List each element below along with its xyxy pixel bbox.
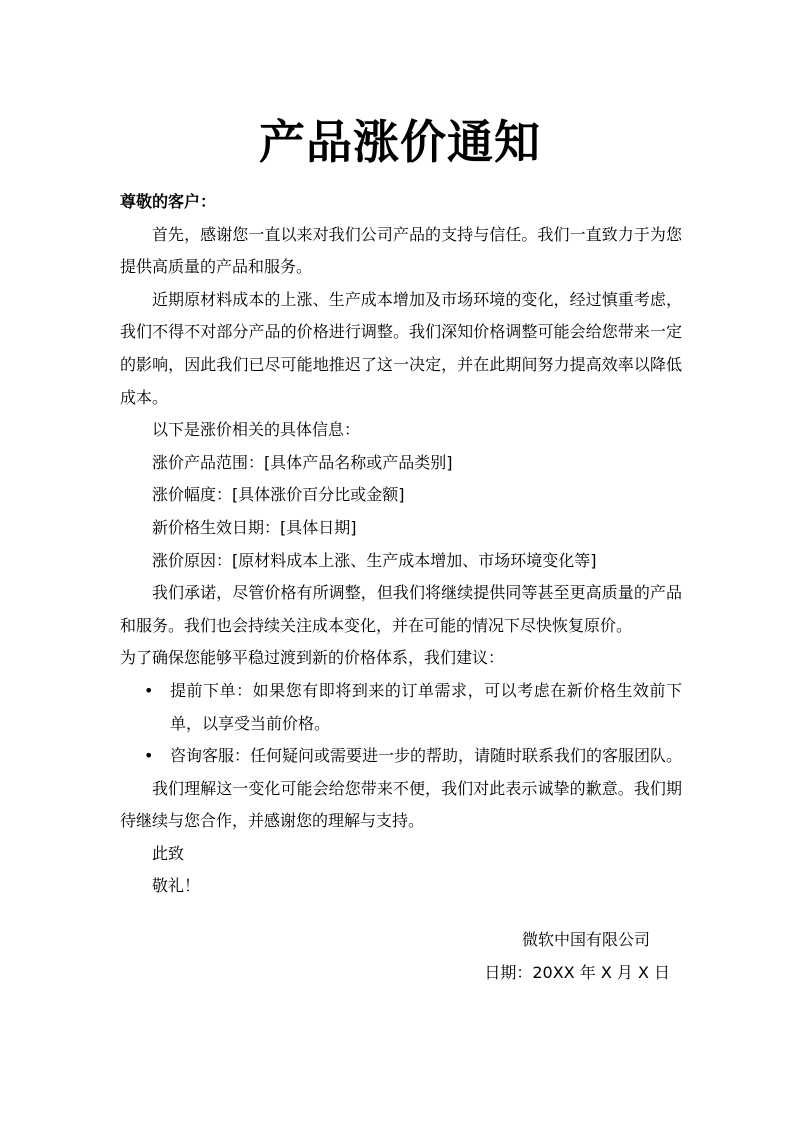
document-title: 产品涨价通知 bbox=[259, 115, 541, 169]
paragraph-info-intro: 以下是涨价相关的具体信息： bbox=[152, 420, 361, 440]
info-effective-date: 新价格生效日期：[具体日期] bbox=[152, 517, 357, 537]
info-range: 涨价幅度：[具体涨价百分比或金额] bbox=[152, 485, 405, 505]
paragraph-reason: 近期原材料成本的上涨、生产成本增加及市场环境的变化，经过慎重考虑，我们不得不对部分产品的价格进行调整。我们深知价格调整可能会给您带来一定的影响，因此我们已尽可能地推迟了这一决定，并在此期间努力提高效率以降低成本。 bbox=[120, 289, 682, 407]
suggestion-text: 提前下单：如果您有即将到来的订单需求，可以考虑在新价格生效前下单，以享受当前价格。 bbox=[170, 680, 682, 733]
paragraph-apology: 我们理解这一变化可能会给您带来不便，我们对此表示诚挚的歉意。我们期待继续与您合作，并感谢您的理解与支持。 bbox=[120, 778, 682, 831]
paragraph-promise: 我们承诺，尽管价格有所调整，但我们将继续提供同等甚至更高质量的产品和服务。我们也会持续关注成本变化，并在可能的情况下尽快恢复原价。 bbox=[120, 583, 682, 635]
list-item bbox=[120, 675, 682, 740]
paragraph-suggest-intro: 为了确保您能够平稳过渡到新的价格体系，我们建议： bbox=[120, 648, 505, 668]
bullet-icon: • bbox=[144, 680, 154, 700]
signature-date: 日期：20XX 年 X 月 X 日 bbox=[484, 962, 670, 982]
paragraph-intro: 首先，感谢您一直以来对我们公司产品的支持与信任。我们一直致力于为您提供高质量的产品和服务。 bbox=[120, 224, 682, 277]
info-cause: 涨价原因：[原材料成本上涨、生产成本增加、市场环境变化等] bbox=[152, 550, 597, 570]
letter-body bbox=[120, 186, 682, 903]
signature-company: 微软中国有限公司 bbox=[521, 930, 650, 949]
suggestion-text: 咨询客服：任何疑问或需要进一步的帮助，请随时联系我们的客服团队。 bbox=[170, 746, 683, 766]
closing-line-2: 敬礼！ bbox=[152, 876, 201, 896]
suggestion-list bbox=[120, 675, 682, 773]
closing-line-1: 此致 bbox=[152, 843, 185, 863]
info-scope: 涨价产品范围：[具体产品名称或产品类别] bbox=[152, 452, 453, 472]
signature-block bbox=[484, 924, 670, 989]
greeting: 尊敬的客户： bbox=[120, 192, 217, 211]
list-item bbox=[120, 740, 682, 773]
bullet-icon: • bbox=[144, 746, 154, 766]
